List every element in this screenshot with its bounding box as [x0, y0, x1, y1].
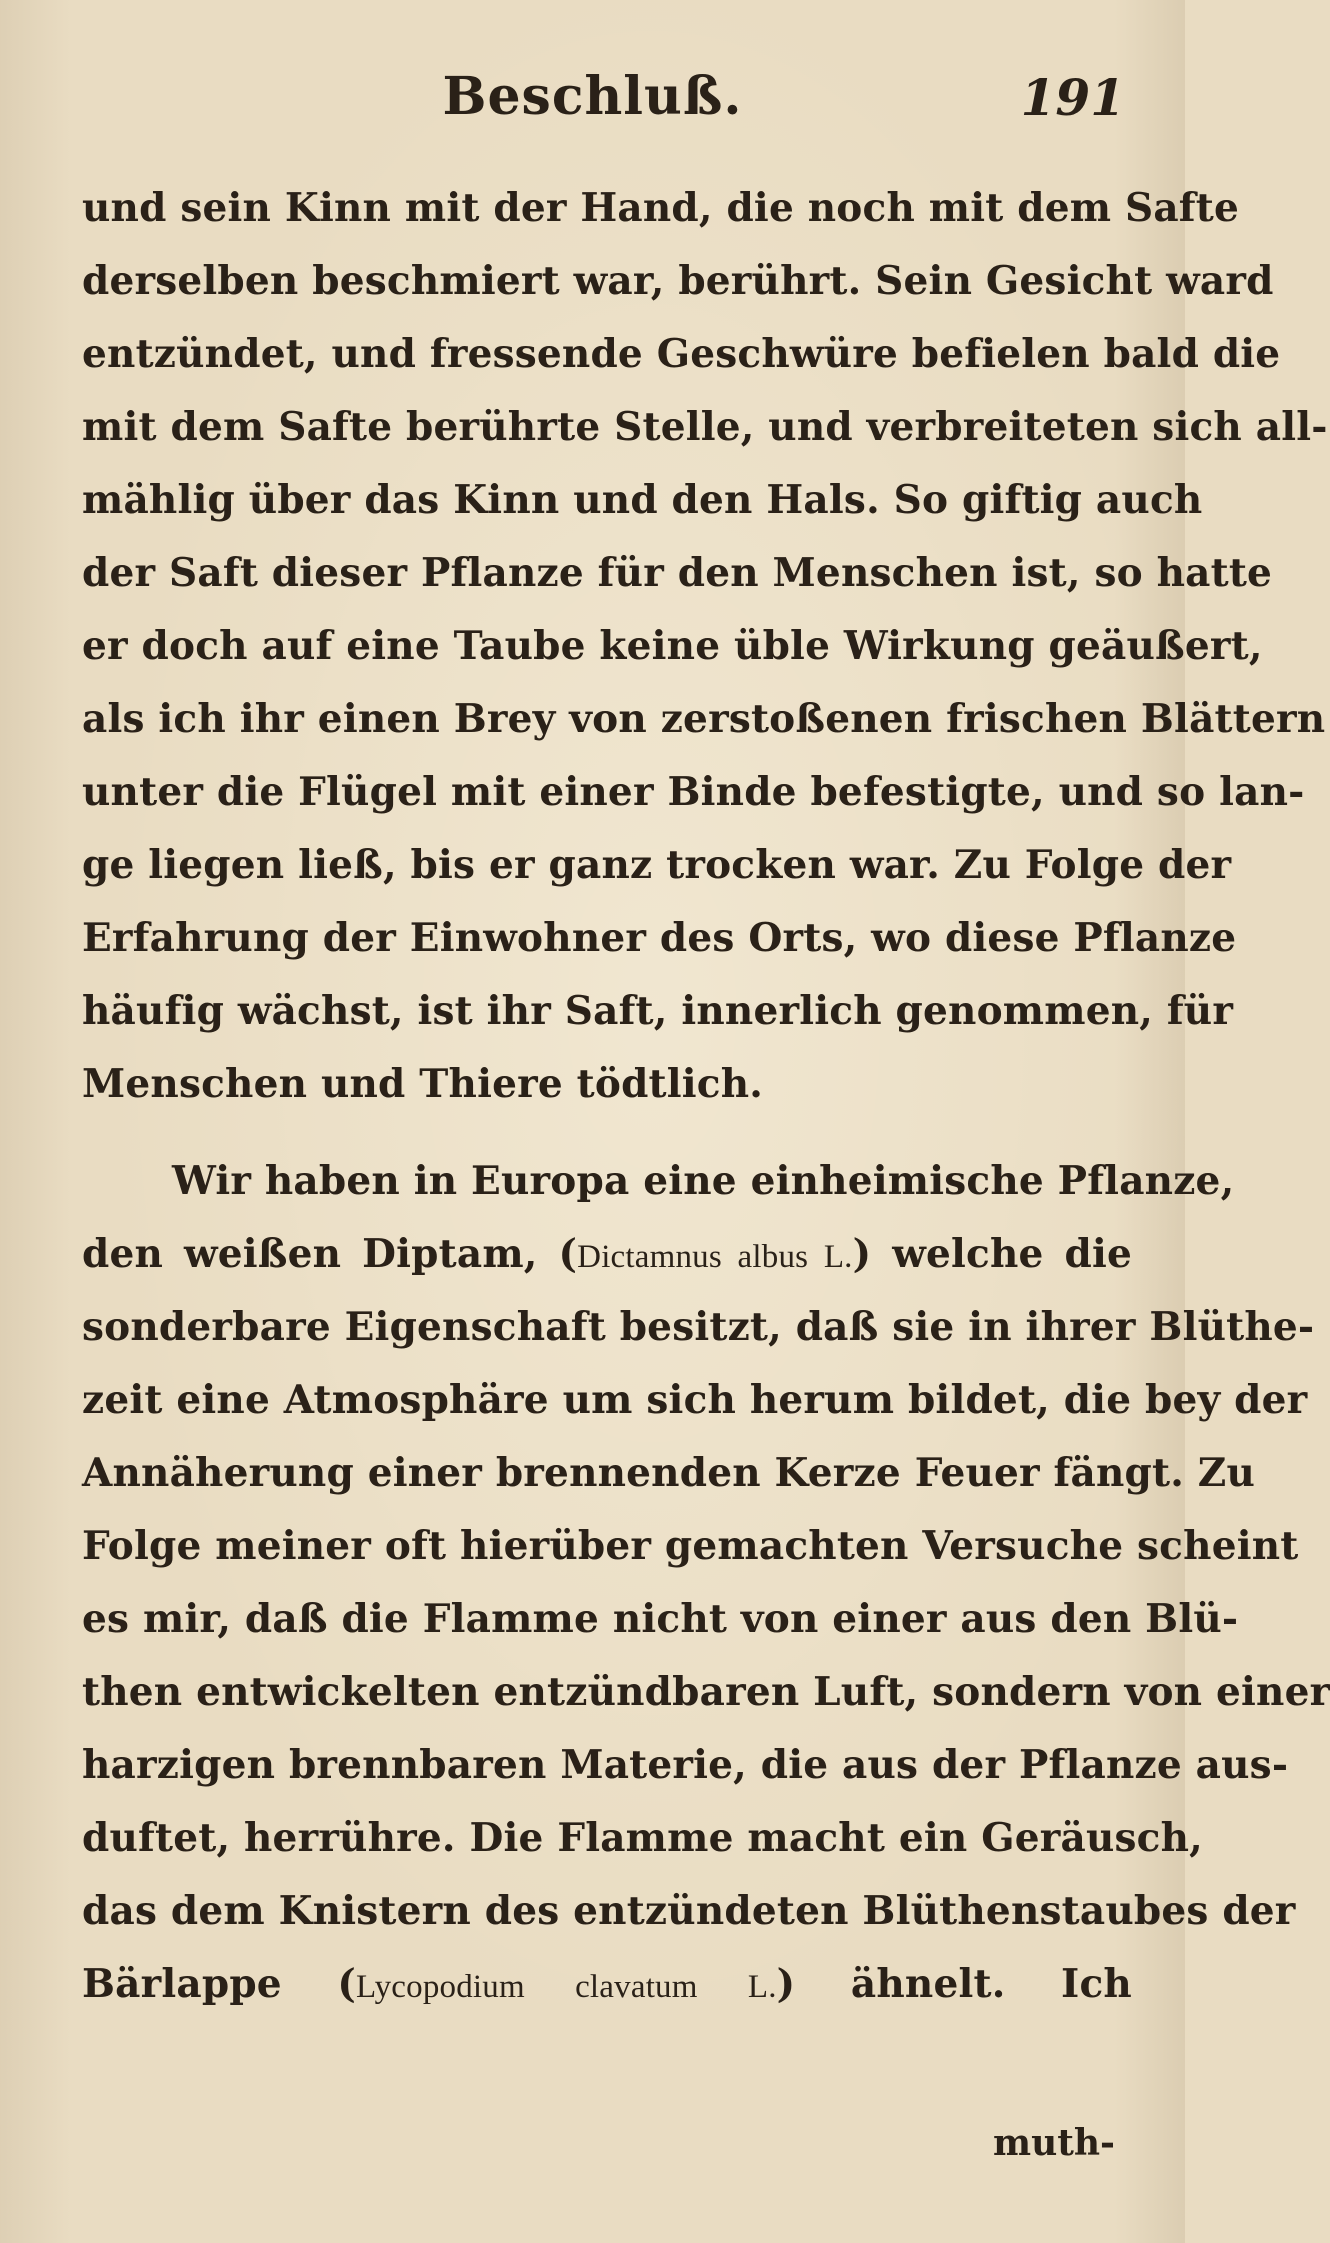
running-title: Beschluß. [442, 66, 743, 127]
text-line-with-latin [82, 1218, 1132, 1291]
text-segment: ) welche die [852, 1231, 1132, 1277]
paragraph-1 [82, 172, 1328, 1121]
text-line: derselben beschmiert war, berührt. Sein Gesicht ward [82, 258, 1274, 304]
text-segment: Bärlappe ( [82, 1961, 357, 2007]
text-line: unter die Flügel mit einer Binde befestigte, und so lan- [82, 769, 1305, 815]
page-header [0, 58, 1185, 138]
text-line: zeit eine Atmosphäre um sich herum bildet, die bey der [82, 1377, 1308, 1423]
text-line: häufig wächst, ist ihr Saft, innerlich genommen, für [82, 988, 1234, 1034]
text-line: entzündet, und fressende Geschwüre befielen bald die [82, 331, 1281, 377]
page-number: 191 [1020, 68, 1125, 127]
text-line: mählig über das Kinn und den Hals. So giftig auch [82, 477, 1203, 523]
catchword: muth- [992, 2122, 1115, 2164]
paragraph-2 [82, 1145, 1330, 2021]
latin-name: Dictamnus albus L. [577, 1239, 853, 1275]
latin-name: Lycopodium clavatum L. [356, 1969, 777, 2005]
text-line: Erfahrung der Einwohner des Orts, wo diese Pflanze [82, 915, 1237, 961]
text-line: mit dem Safte berührte Stelle, und verbreiteten sich all- [82, 404, 1328, 450]
text-line: als ich ihr einen Brey von zerstoßenen frischen Blättern [82, 696, 1326, 742]
text-segment: ) ähnelt. Ich [776, 1961, 1132, 2007]
text-line: das dem Knistern des entzündeten Blüthenstaubes der [82, 1888, 1296, 1934]
text-line: sonderbare Eigenschaft besitzt, daß sie in ihrer Blüthe- [82, 1304, 1315, 1350]
text-line: Folge meiner oft hierüber gemachten Versuche scheint [82, 1523, 1299, 1569]
text-line: duftet, herrühre. Die Flamme macht ein Geräusch, [82, 1815, 1203, 1861]
text-line: Annäherung einer brennenden Kerze Feuer fängt. Zu [82, 1450, 1256, 1496]
text-line: ge liegen ließ, bis er ganz trocken war. Zu Folge der [82, 842, 1232, 888]
text-line: Menschen und Thiere tödtlich. [82, 1061, 764, 1107]
text-line: er doch auf eine Taube keine üble Wirkung geäußert, [82, 623, 1263, 669]
text-line: und sein Kinn mit der Hand, die noch mit dem Safte [82, 185, 1240, 231]
text-line: Wir haben in Europa eine einheimische Pflanze, [172, 1158, 1235, 1204]
text-line: then entwickelten entzündbaren Luft, sondern von einer [82, 1669, 1330, 1715]
text-segment: den weißen Diptam, ( [82, 1231, 578, 1277]
text-line: der Saft dieser Pflanze für den Menschen ist, so hatte [82, 550, 1273, 596]
text-line: harzigen brennbaren Materie, die aus der Pflanze aus- [82, 1742, 1289, 1788]
text-line-with-latin [82, 1948, 1132, 2021]
text-line: es mir, daß die Flamme nicht von einer aus den Blü- [82, 1596, 1239, 1642]
